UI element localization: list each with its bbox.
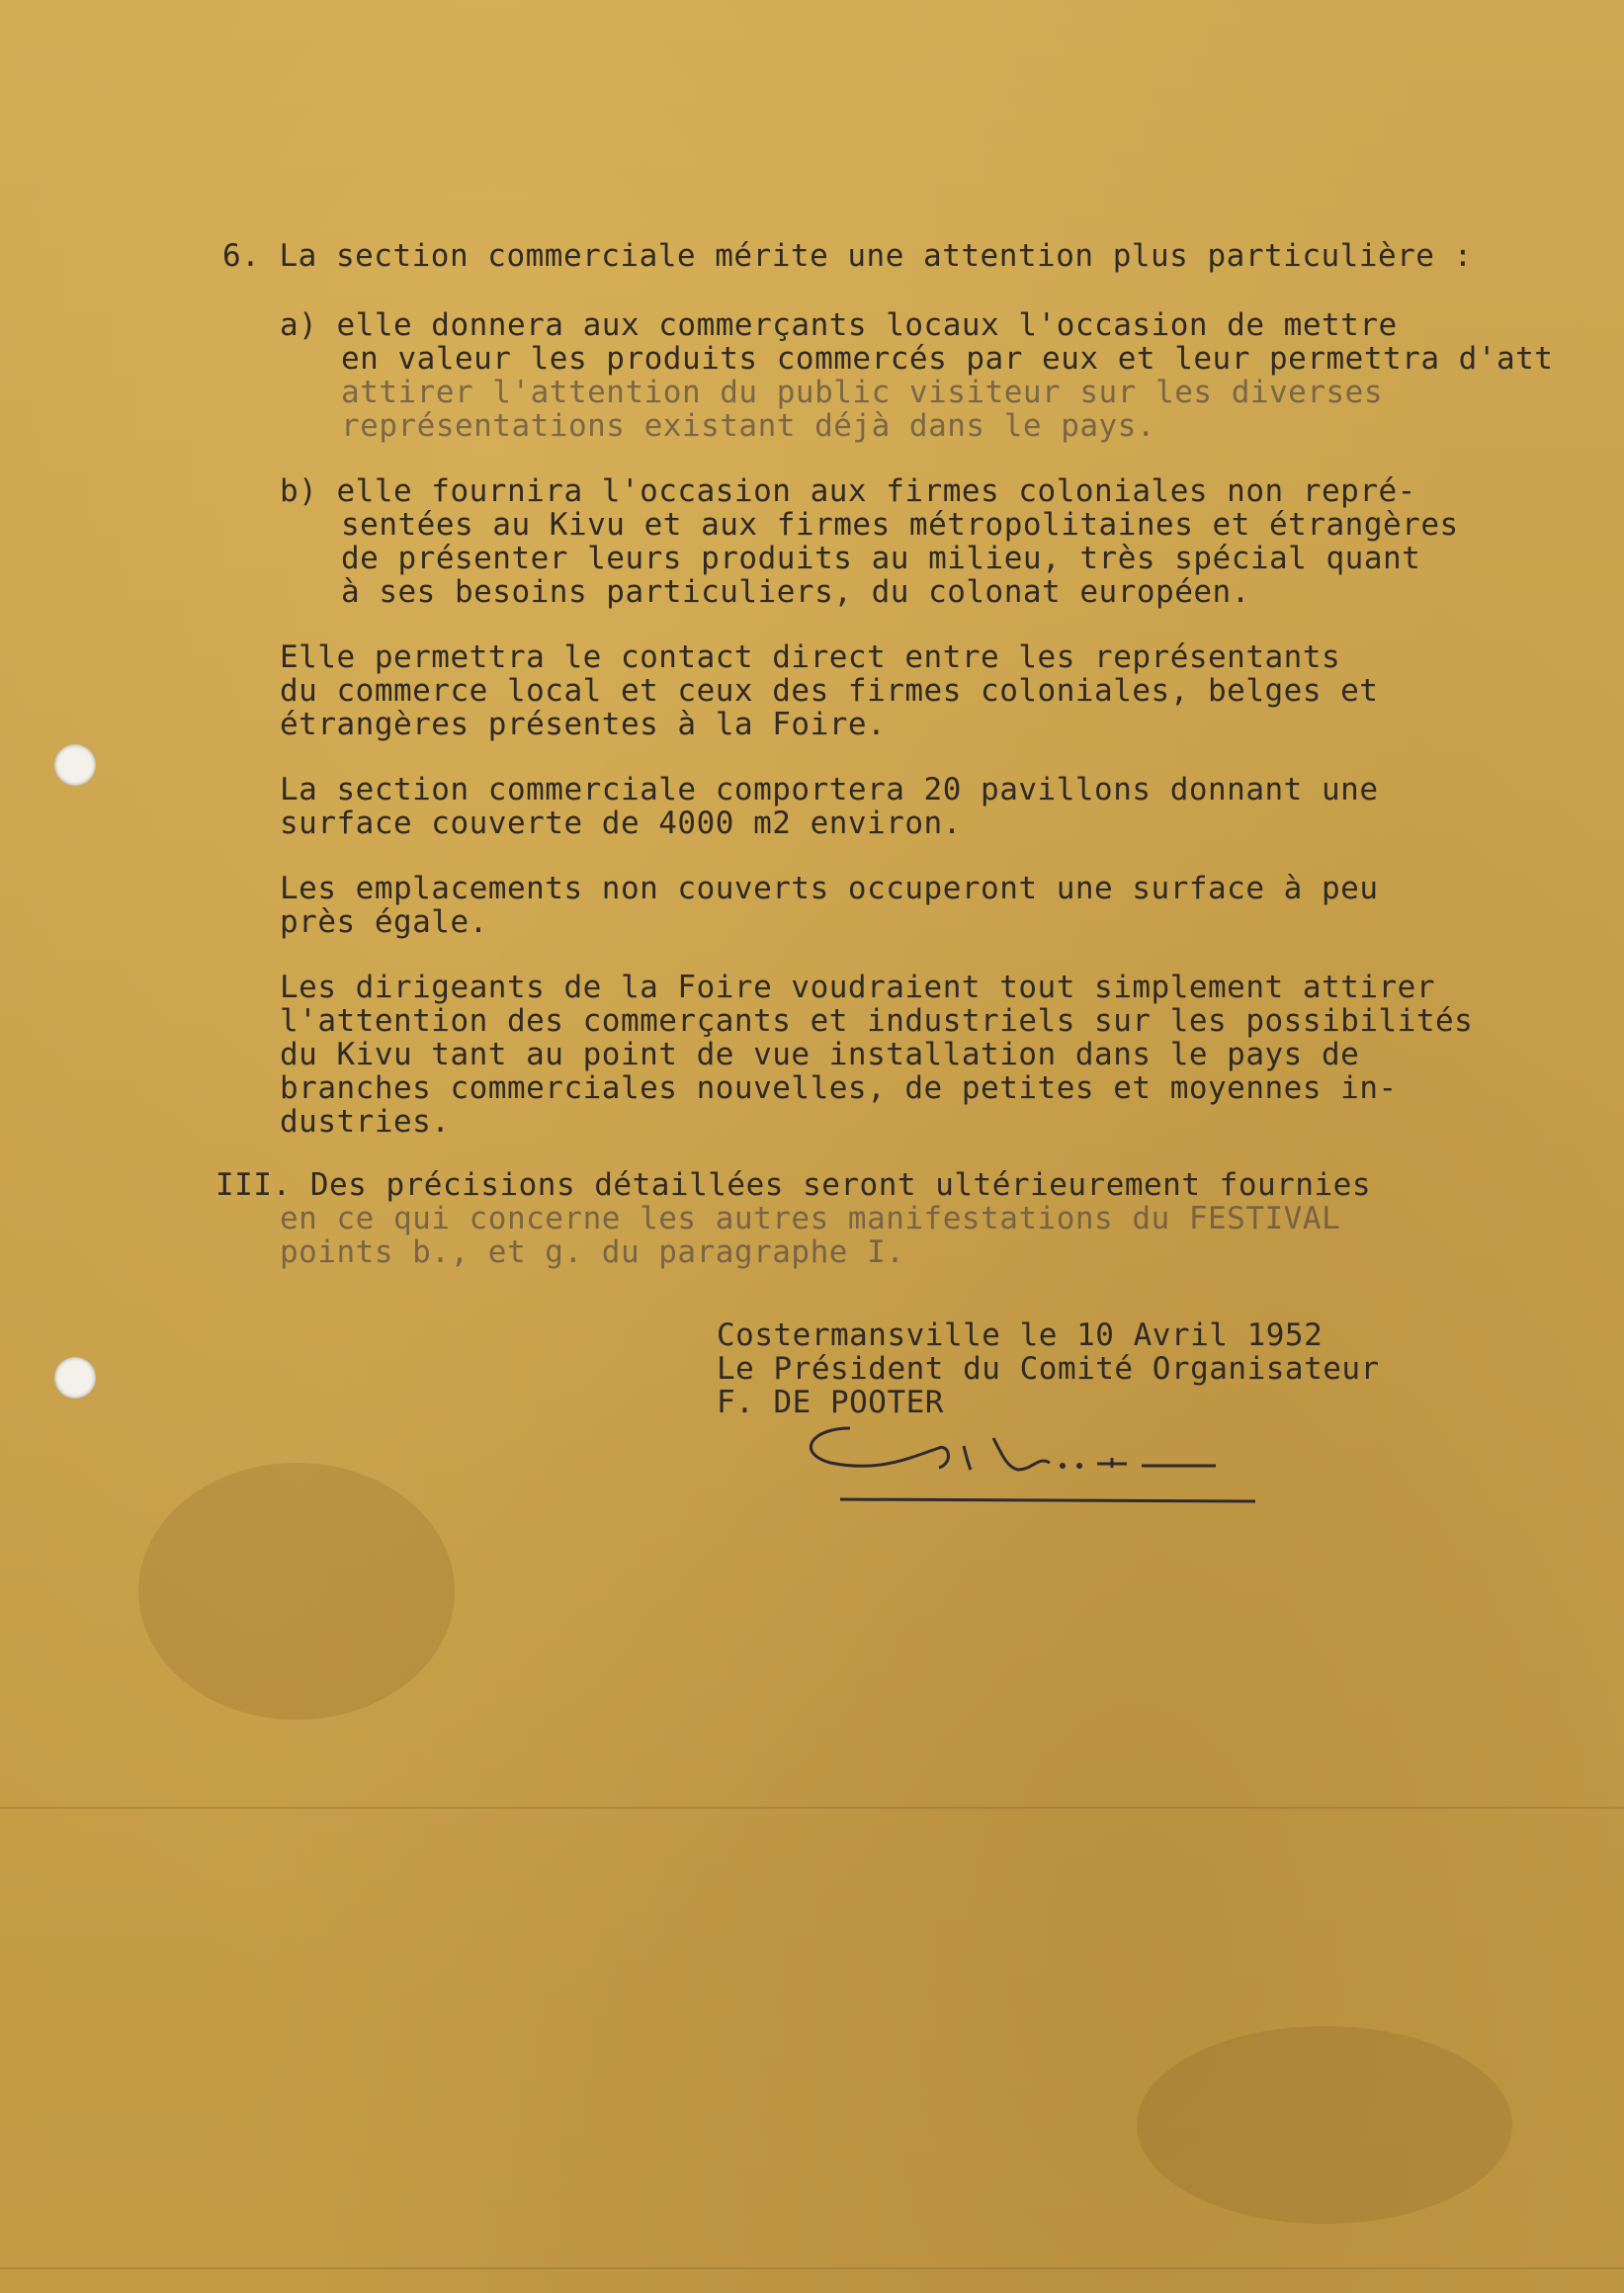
place-date: Costermansville le 10 Avril 1952 bbox=[717, 1317, 1324, 1353]
text-line: sentées au Kivu et aux firmes métropolitaines et étrangères bbox=[341, 507, 1459, 543]
text-line: dustries. bbox=[280, 1104, 451, 1140]
section-heading: III. Des précisions détaillées seront ultérieurement fournies bbox=[215, 1167, 1371, 1203]
text-line: b) elle fournira l'occasion aux firmes coloniales non repré- bbox=[280, 473, 1416, 509]
text-line: a) elle donnera aux commerçants locaux l'occasion de mettre bbox=[280, 307, 1398, 343]
text-line: surface couverte de 4000 m2 environ. bbox=[280, 806, 962, 841]
punch-hole bbox=[54, 1357, 96, 1399]
text-line: représentations existant déjà dans le pays. bbox=[341, 408, 1156, 444]
text-line: points b., et g. du paragraphe I. bbox=[280, 1234, 905, 1270]
text-line: près égale. bbox=[280, 904, 488, 940]
text-line: Les emplacements non couverts occuperont une surface à peu bbox=[280, 871, 1379, 906]
paper-stain bbox=[1137, 2026, 1512, 2224]
punch-hole bbox=[54, 744, 96, 786]
text-line: de présenter leurs produits au milieu, très spécial quant bbox=[341, 541, 1421, 576]
signatory-name: F. DE POOTER bbox=[717, 1385, 944, 1420]
text-line: en ce qui concerne les autres manifestations du FESTIVAL bbox=[280, 1201, 1341, 1236]
text-line: du commerce local et ceux des firmes coloniales, belges et bbox=[280, 673, 1379, 709]
text-line: étrangères présentes à la Foire. bbox=[280, 707, 887, 742]
text-line: du Kivu tant au point de vue installation dans le pays de bbox=[280, 1037, 1360, 1072]
handwritten-signature bbox=[791, 1408, 1265, 1517]
section-heading: 6. La section commerciale mérite une attention plus particulière : bbox=[222, 238, 1473, 274]
signatory-title: Le Président du Comité Organisateur bbox=[717, 1351, 1380, 1387]
text-line: attirer l'attention du public visiteur sur les diverses bbox=[341, 375, 1383, 410]
text-line: l'attention des commerçants et industriels sur les possibilités bbox=[280, 1003, 1474, 1039]
paper-stain bbox=[138, 1463, 455, 1720]
paper-crease bbox=[0, 2267, 1624, 2269]
text-line: Les dirigeants de la Foire voudraient tout simplement attirer bbox=[280, 970, 1435, 1005]
text-line: La section commerciale comportera 20 pavillons donnant une bbox=[280, 772, 1379, 807]
text-line: à ses besoins particuliers, du colonat européen. bbox=[341, 574, 1250, 610]
text-line: branches commerciales nouvelles, de petites et moyennes in- bbox=[280, 1070, 1398, 1106]
paper-crease bbox=[0, 1807, 1624, 1809]
text-line: en valeur les produits commercés par eux et leur permettra d'att bbox=[341, 341, 1554, 377]
text-line: Elle permettra le contact direct entre les représentants bbox=[280, 639, 1341, 675]
